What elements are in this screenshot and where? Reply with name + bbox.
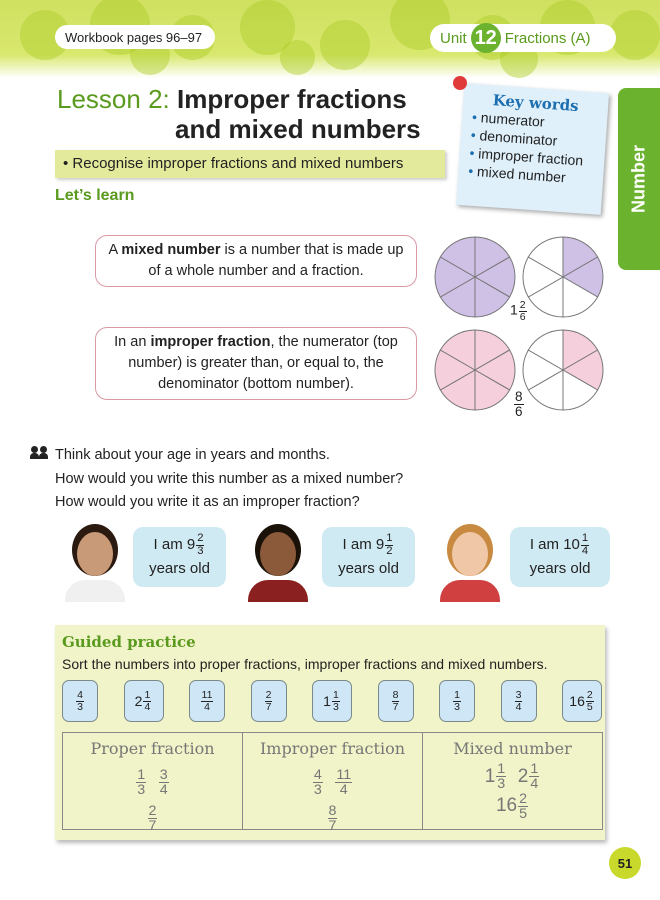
child-photo: [435, 522, 505, 602]
title-line-1: Improper fractions: [176, 84, 407, 114]
column-header: Mixed number: [453, 739, 572, 758]
child-speech-bubble: I am 9 $\frac{1}{2}$ years old: [322, 527, 415, 587]
child-speech-bubble: I am 10 $\frac{1}{4}$ years old: [510, 527, 610, 587]
unit-label: Unit: [440, 29, 467, 47]
lets-learn-heading: Let’s learn: [55, 187, 135, 204]
key-words-note: [456, 83, 609, 215]
lesson-number: Lesson 2:: [57, 84, 170, 114]
column-header: Improper fraction: [259, 739, 405, 758]
table-column: [63, 733, 243, 834]
guided-instruction: Sort the numbers into proper fractions, improper fractions and mixed numbers.: [62, 656, 548, 672]
improper-fraction-definition: In an improper fraction, the numerator (top number) is greater than, or equal to, the denominator (bottom number).: [95, 327, 417, 400]
workbook-pages-text: Workbook pages 96–97: [65, 29, 203, 45]
guided-practice-title: Guided practice: [62, 633, 196, 651]
number-card[interactable]: $\frac{8}{7}$: [378, 680, 414, 722]
table-column: [423, 733, 602, 829]
column-values: $\frac{1}{3}$ $\frac{3}{4}$ $\frac{2}{7}$: [137, 767, 168, 834]
number-card[interactable]: $\frac{4}{3}$: [62, 680, 98, 722]
child-photo: [243, 522, 313, 602]
unit-number: 12: [471, 23, 501, 53]
page-title: [57, 84, 421, 144]
guided-practice-box: [55, 625, 605, 840]
title-line-2: and mixed numbers: [175, 114, 421, 144]
key-word-item: • denominator: [470, 126, 558, 149]
table-column: [243, 733, 423, 834]
sorting-table: [62, 732, 603, 834]
mixed-label: 1 $\frac{2}{6}$: [510, 299, 526, 323]
fraction-pies: [425, 230, 625, 430]
key-words-title: Key words: [492, 91, 580, 116]
key-word-item: • mixed number: [467, 162, 567, 186]
improper-label: $\frac{8}{6}$: [515, 389, 523, 419]
child-photo: [60, 522, 130, 602]
number-card[interactable]: $\frac{11}{4}$: [189, 680, 225, 722]
column-values: $\frac{4}{3}$ $\frac{11}{4}$ $\frac{8}{7}$: [313, 767, 352, 834]
section-tab-label: Number: [628, 144, 649, 214]
page-number: 51: [609, 847, 641, 879]
workbook-pages-badge: [55, 25, 215, 49]
column-values: 1 $\frac{1}{3}$ 2 $\frac{1}{4}$ 16 $\frac{2}{5}$: [484, 761, 539, 822]
key-word-item: • numerator: [471, 108, 546, 130]
number-card[interactable]: $\frac{2}{7}$: [251, 680, 287, 722]
number-card[interactable]: $\frac{1}{3}$: [439, 680, 475, 722]
unit-badge: [430, 24, 616, 52]
number-card[interactable]: 16 $\frac{2}{5}$: [562, 680, 602, 722]
number-card[interactable]: 2 $\frac{1}{4}$: [124, 680, 164, 722]
number-card[interactable]: $\frac{3}{4}$: [501, 680, 537, 722]
key-word-item: • improper fraction: [469, 144, 584, 169]
pin-icon: [453, 76, 467, 90]
child-speech-bubble: I am 9 $\frac{2}{3}$ years old: [133, 527, 226, 587]
objective-bar: [55, 150, 445, 178]
discussion-prompt: Think about your age in years and months. How would you write this number as a mixed number? How would you write it as an improper fraction?: [55, 447, 404, 510]
column-header: Proper fraction: [90, 739, 215, 758]
number-card[interactable]: 1 $\frac{1}{3}$: [312, 680, 352, 722]
pair-work-icon: [30, 446, 50, 460]
objective-text: • Recognise improper fractions and mixed numbers: [63, 155, 404, 172]
unit-title: Fractions (A): [504, 29, 591, 47]
mixed-number-definition: A mixed number is a number that is made up of a whole number and a fraction.: [95, 235, 417, 287]
